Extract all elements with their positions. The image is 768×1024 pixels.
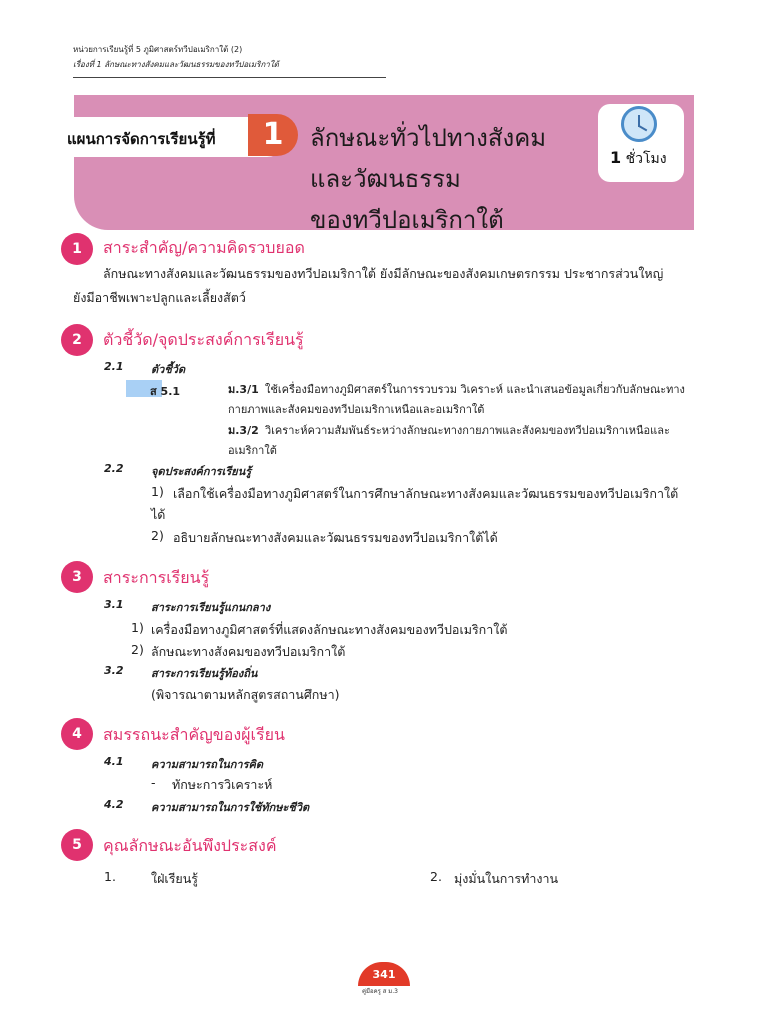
duration-unit: ชั่วโมง bbox=[625, 151, 667, 167]
section-1-body-line-1: ลักษณะทางสังคมและวัฒนธรรมของทวีปอเมริกาใต้ ยังมีลักษณะของสังคมเกษตรกรรม ประชากรส่วนใหญ่ bbox=[103, 266, 664, 281]
sub-4-1-title: ความสามารถในการคิด bbox=[151, 758, 263, 771]
plan-label: แผนการจัดการเรียนรู้ที่ bbox=[67, 130, 216, 148]
sub-4-2-title: ความสามารถในการใช้ทักษะชีวิต bbox=[151, 801, 310, 814]
objective-2-text: อธิบายลักษณะทางสังคมและวัฒนธรรมของทวีปอเมริกาใต้ได้ bbox=[173, 530, 498, 545]
section-4-number: 4 bbox=[61, 718, 93, 750]
indicator-2-line-2: อเมริกาใต้ bbox=[228, 444, 277, 457]
objective-2-number: 2) bbox=[151, 528, 164, 543]
sub-4-1-number: 4.1 bbox=[104, 755, 124, 768]
plan-number: 1 bbox=[248, 114, 298, 156]
section-2-title: ตัวชี้วัด/จุดประสงค์การเรียนรู้ bbox=[103, 330, 304, 349]
indicator-1-code: ม.3/1 bbox=[228, 383, 259, 396]
section-5-title: คุณลักษณะอันพึงประสงค์ bbox=[103, 836, 277, 855]
content-2-text: ลักษณะทางสังคมของทวีปอเมริกาใต้ bbox=[151, 644, 346, 659]
sub-2-2-title: จุดประสงค์การเรียนรู้ bbox=[151, 465, 252, 478]
indicator-2-line-1: วิเคราะห์ความสัมพันธ์ระหว่างลักษณะทางกายภาพและสังคมของทวีปอเมริกาเหนือและ bbox=[265, 424, 670, 437]
section-3-title: สาระการเรียนรู้ bbox=[103, 568, 210, 587]
sub-3-1-title: สาระการเรียนรู้แกนกลาง bbox=[151, 601, 271, 614]
section-1-number: 1 bbox=[61, 233, 93, 265]
plan-title-line-3: ของทวีปอเมริกาใต้ bbox=[310, 206, 504, 234]
section-2-number: 2 bbox=[61, 324, 93, 356]
competency-bullet: - bbox=[151, 775, 156, 790]
duration-label bbox=[610, 148, 667, 170]
sub-2-2-number: 2.2 bbox=[104, 462, 124, 475]
objective-1-number: 1) bbox=[151, 484, 164, 499]
content-1-number: 1) bbox=[131, 620, 144, 635]
sub-3-2-title: สาระการเรียนรู้ท้องถิ่น bbox=[151, 667, 258, 680]
header-unit: หน่วยการเรียนรู้ที่ 5 ภูมิศาสตร์ทวีปอเมริกาใต้ (2) bbox=[73, 45, 243, 54]
page-number: 341 bbox=[358, 962, 410, 986]
attribute-2-text: มุ่งมั่นในการทำงาน bbox=[454, 871, 559, 886]
clock-icon bbox=[621, 106, 657, 142]
local-content-note: (พิจารณาตามหลักสูตรสถานศึกษา) bbox=[151, 687, 340, 702]
competency-item: ทักษะการวิเคราะห์ bbox=[172, 777, 273, 792]
running-header bbox=[73, 42, 279, 72]
sub-3-1-number: 3.1 bbox=[104, 598, 124, 611]
attribute-2-number: 2. bbox=[430, 869, 442, 884]
section-3-number: 3 bbox=[61, 561, 93, 593]
footer-guide-label: คู่มือครู ส ม.3 bbox=[362, 988, 398, 995]
sub-2-1-number: 2.1 bbox=[104, 360, 124, 373]
header-topic: เรื่องที่ 1 ลักษณะทางสังคมและวัฒนธรรมของทวีปอเมริกาใต้ bbox=[73, 60, 279, 69]
indicator-1-line-2: กายภาพและสังคมของทวีปอเมริกาเหนือและอเมริกาใต้ bbox=[228, 403, 485, 416]
plan-title bbox=[310, 118, 600, 241]
sub-3-2-number: 3.2 bbox=[104, 664, 124, 677]
standard-code: ส 5.1 bbox=[150, 385, 181, 398]
header-divider bbox=[73, 77, 386, 78]
indicator-2-code: ม.3/2 bbox=[228, 424, 259, 437]
section-4-title: สมรรถนะสำคัญของผู้เรียน bbox=[103, 725, 285, 744]
duration-value: 1 bbox=[610, 148, 622, 167]
plan-title-line-1: ลักษณะทั่วไปทางสังคม bbox=[310, 124, 547, 152]
attribute-1-number: 1. bbox=[104, 869, 116, 884]
sub-2-1-title: ตัวชี้วัด bbox=[151, 363, 186, 376]
content-2-number: 2) bbox=[131, 642, 144, 657]
section-5-number: 5 bbox=[61, 829, 93, 861]
section-1-body-line-2: ยังมีอาชีพเพาะปลูกและเลี้ยงสัตว์ bbox=[73, 290, 246, 305]
content-1-text: เครื่องมือทางภูมิศาสตร์ที่แสดงลักษณะทางสังคมของทวีปอเมริกาใต้ bbox=[151, 622, 508, 637]
sub-4-2-number: 4.2 bbox=[104, 798, 124, 811]
attribute-1-text: ใฝ่เรียนรู้ bbox=[151, 871, 198, 886]
indicator-1-line-1: ใช้เครื่องมือทางภูมิศาสตร์ในการรวบรวม วิเคราะห์ และนำเสนอข้อมูลเกี่ยวกับลักษณะทาง bbox=[265, 383, 685, 396]
objective-1-line-1: เลือกใช้เครื่องมือทางภูมิศาสตร์ในการศึกษาลักษณะทางสังคมและวัฒนธรรมของทวีปอเมริกาใต้ bbox=[173, 486, 679, 501]
plan-title-line-2: และวัฒนธรรม bbox=[310, 165, 461, 193]
section-1-title: สาระสำคัญ/ความคิดรวบยอด bbox=[103, 238, 305, 257]
objective-1-line-2: ได้ bbox=[151, 507, 166, 522]
